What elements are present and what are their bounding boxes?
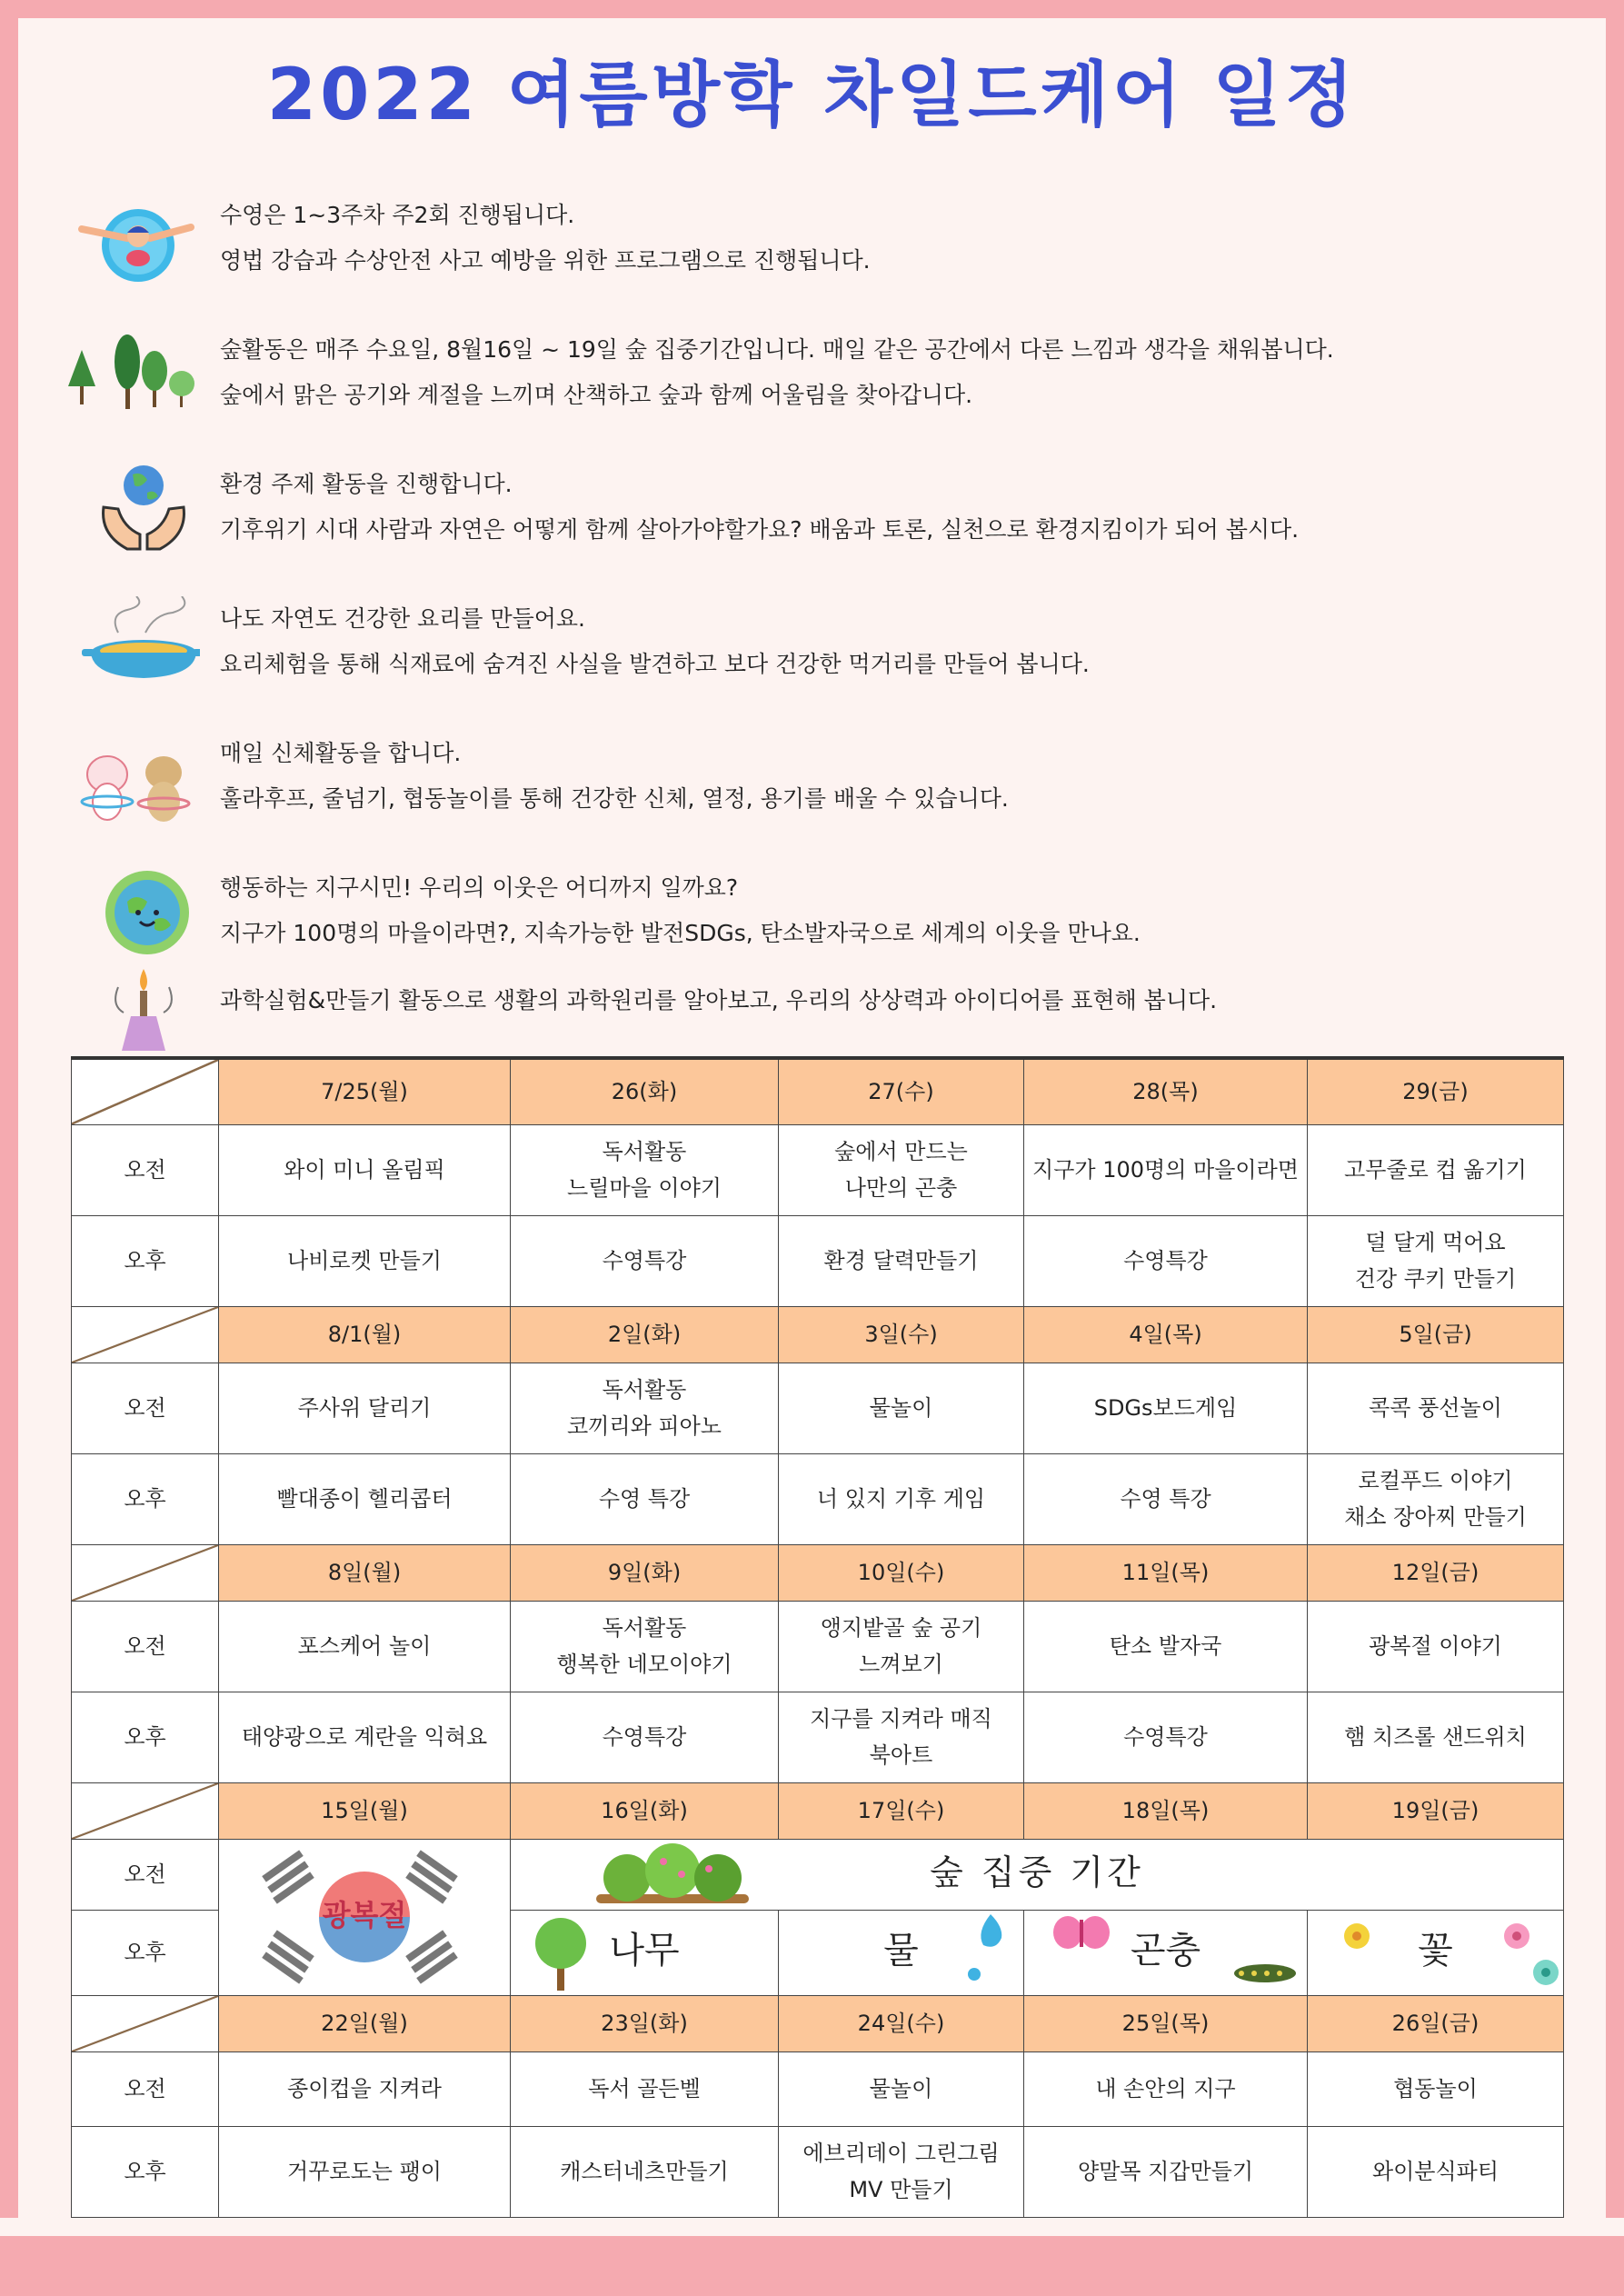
page-title: 2022 여름방학 차일드케어 일정	[266, 55, 1358, 136]
swimmer-icon	[64, 193, 200, 293]
holiday-label: 광복절	[322, 1898, 407, 1932]
day-header: 29(금)	[1308, 1058, 1564, 1124]
activity-line: 수영특강	[602, 1724, 687, 1750]
intro-environment	[64, 462, 1518, 549]
activity-line: 와이 미니 올림픽	[284, 1157, 445, 1183]
pm-label: 오후	[72, 1453, 219, 1544]
activity-line: 덜 달게 먹어요	[1365, 1230, 1506, 1255]
activity-line: 느껴보기	[859, 1652, 943, 1677]
activity-line: 주사위 달리기	[297, 1395, 432, 1421]
am-label: 오전	[72, 1839, 219, 1910]
activity-cell	[219, 1601, 511, 1692]
day-header: 9일(화)	[511, 1544, 779, 1601]
activity-cell	[1308, 1363, 1564, 1453]
intro-science	[64, 978, 1518, 1065]
water-drop-icon	[960, 1911, 1014, 1989]
am-label: 오전	[72, 1124, 219, 1215]
theme-cell-insect	[1024, 1910, 1308, 1995]
activity-cell	[779, 1363, 1024, 1453]
corner-cell	[72, 1058, 219, 1124]
activity-cell	[779, 1453, 1024, 1544]
am-label: 오전	[72, 1363, 219, 1453]
intro-physical	[64, 731, 1518, 818]
cooking-pot-icon	[64, 596, 200, 696]
day-header: 17일(수)	[779, 1782, 1024, 1839]
pm-label: 오후	[72, 1692, 219, 1782]
wavy-border	[0, 2218, 1624, 2296]
activity-cell	[511, 1124, 779, 1215]
pm-row	[72, 1453, 1564, 1544]
day-header: 26일(금)	[1308, 1995, 1564, 2051]
activity-line: 광복절 이야기	[1369, 1633, 1502, 1659]
bushes-icon	[591, 1843, 754, 1909]
activity-cell	[779, 2126, 1024, 2217]
activity-line: 물놀이	[869, 1395, 933, 1421]
activity-cell	[219, 1692, 511, 1782]
activity-line: 고무줄로 컵 옮기기	[1344, 1157, 1527, 1183]
trees-icon	[64, 327, 200, 427]
activity-cell	[219, 1124, 511, 1215]
activity-line: 에브리데이 그린그림	[802, 2141, 1000, 2166]
activity-cell	[511, 1453, 779, 1544]
theme-cell-flower	[1308, 1910, 1564, 1995]
intro-global-citizen	[64, 865, 1518, 953]
am-row	[72, 1839, 1564, 1910]
week-header-row	[72, 1544, 1564, 1601]
day-header: 28(목)	[1024, 1058, 1308, 1124]
activity-cell	[511, 1363, 779, 1453]
day-header: 24일(수)	[779, 1995, 1024, 2051]
activity-cell	[1024, 1363, 1308, 1453]
activity-line: 너 있지 기후 게임	[816, 1486, 986, 1512]
activity-line: 행복한 네모이야기	[556, 1652, 732, 1677]
activity-line: 햄 치즈롤 샌드위치	[1344, 1724, 1527, 1750]
activity-cell	[511, 1692, 779, 1782]
activity-cell: 거꾸로도는 팽이	[219, 2126, 511, 2217]
intro-line: 영법 강습과 수상안전 사고 예방을 위한 프로그램으로 진행됩니다.	[220, 247, 871, 274]
day-header: 8/1(월)	[219, 1306, 511, 1363]
activity-line: 수영 특강	[1120, 1486, 1211, 1512]
intro-line: 과학실험&만들기 활동으로 생활의 과학원리를 알아보고, 우리의 상상력과 아이디어를 표현해 봅니다.	[220, 987, 1218, 1013]
activity-cell	[511, 1601, 779, 1692]
activity-line: 태양광으로 계란을 익혀요	[241, 1724, 488, 1750]
pm-row	[72, 1692, 1564, 1782]
day-header: 3일(수)	[779, 1306, 1024, 1363]
activity-cell	[1024, 1215, 1308, 1306]
day-header: 22일(월)	[219, 1995, 511, 2051]
activity-line: 숲에서 만드는	[834, 1139, 968, 1164]
day-header: 7/25(월)	[219, 1058, 511, 1124]
theme-label: 곤충	[1130, 1929, 1201, 1972]
activity-line: 환경 달력만들기	[823, 1248, 979, 1273]
activity-line: 독서활동	[602, 1377, 687, 1403]
activity-line: 탄소 발자국	[1109, 1633, 1222, 1659]
day-header: 18일(목)	[1024, 1782, 1308, 1839]
activity-cell	[1308, 1692, 1564, 1782]
theme-label: 꽃	[1418, 1929, 1453, 1972]
activity-line: 북아트	[869, 1742, 933, 1768]
science-flask-icon	[64, 960, 200, 1060]
activity-line: 수영 특강	[598, 1486, 691, 1512]
activity-cell: 내 손안의 지구	[1024, 2051, 1308, 2126]
activity-line: 지구를 지켜라 매직	[810, 1706, 992, 1732]
activity-line: 포스케어 놀이	[297, 1633, 432, 1659]
day-header: 15일(월)	[219, 1782, 511, 1839]
activity-cell	[779, 1692, 1024, 1782]
activity-cell	[779, 1601, 1024, 1692]
activity-cell	[1308, 1124, 1564, 1215]
day-header: 10일(수)	[779, 1544, 1024, 1601]
intro-line: 수영은 1~3주차 주2회 진행됩니다.	[220, 202, 575, 228]
activity-line: 느릴마을 이야기	[567, 1175, 722, 1201]
activity-cell	[1308, 1215, 1564, 1306]
activity-line: 나비로켓 만들기	[287, 1248, 442, 1273]
activity-cell	[219, 1363, 511, 1453]
activity-cell	[1024, 1124, 1308, 1215]
day-header: 26(화)	[511, 1058, 779, 1124]
activity-line: 콕콕 풍선놀이	[1369, 1395, 1502, 1421]
day-header: 23일(화)	[511, 1995, 779, 2051]
pm-label: 오후	[72, 1215, 219, 1306]
activity-cell	[779, 1124, 1024, 1215]
activity-line: 나만의 곤충	[844, 1175, 958, 1201]
activity-line: MV 만들기	[849, 2177, 953, 2202]
theme-label: 나무	[609, 1929, 680, 1972]
activity-cell	[1308, 1601, 1564, 1692]
day-header: 5일(금)	[1308, 1306, 1564, 1363]
liberation-day-cell	[219, 1839, 511, 1995]
activity-cell	[219, 1215, 511, 1306]
activity-line: 독서활동	[602, 1615, 687, 1641]
intro-line: 행동하는 지구시민! 우리의 이웃은 어디까지 일까요?	[220, 874, 739, 901]
corner-cell	[72, 1306, 219, 1363]
am-row	[72, 2051, 1564, 2126]
am-row	[72, 1124, 1564, 1215]
activity-line: 수영특강	[602, 1248, 687, 1273]
intro-line: 숲활동은 매주 수요일, 8월16일 ~ 19일 숲 집중기간입니다. 매일 같은 공간에서 다른 느낌과 생각을 채워봅니다.	[220, 336, 1334, 363]
activity-line: 건강 쿠키 만들기	[1354, 1266, 1517, 1292]
intro-cooking	[64, 596, 1518, 684]
hula-hoop-animals-icon	[64, 731, 200, 831]
activity-cell: 협동놀이	[1308, 2051, 1564, 2126]
theme-cell-tree	[511, 1910, 779, 1995]
activity-line: 수영특강	[1123, 1724, 1208, 1750]
intro-line: 매일 신체활동을 합니다.	[220, 740, 462, 766]
week-header-row	[72, 1782, 1564, 1839]
intro-swimming	[64, 193, 1518, 280]
activity-cell: 독서 골든벨	[511, 2051, 779, 2126]
activity-cell: 종이컵을 지켜라	[219, 2051, 511, 2126]
day-header: 27(수)	[779, 1058, 1024, 1124]
activity-line: 로컬푸드 이야기	[1358, 1468, 1513, 1493]
activity-line: 빨대종이 헬리콥터	[276, 1486, 453, 1512]
intro-line: 나도 자연도 건강한 요리를 만들어요.	[220, 605, 585, 632]
activity-cell	[219, 1453, 511, 1544]
forest-period-label: 숲 집중 기간	[930, 1852, 1144, 1892]
intro-line: 환경 주제 활동을 진행합니다.	[220, 471, 513, 497]
activity-cell: 와이분식파티	[1308, 2126, 1564, 2217]
intro-line: 숲에서 맑은 공기와 계절을 느끼며 산책하고 숲과 함께 어울림을 찾아갑니다.	[220, 382, 973, 408]
pm-row	[72, 1215, 1564, 1306]
activity-cell	[779, 1215, 1024, 1306]
day-header: 19일(금)	[1308, 1782, 1564, 1839]
week-header-row	[72, 1995, 1564, 2051]
am-row	[72, 1601, 1564, 1692]
activity-line: SDGs보드게임	[1093, 1395, 1238, 1421]
theme-cell-water	[779, 1910, 1024, 1995]
theme-label: 물	[883, 1929, 919, 1972]
corner-cell	[72, 1782, 219, 1839]
corner-cell	[72, 1995, 219, 2051]
intro-line: 지구가 100명의 마을이라면?, 지속가능한 발전SDGs, 탄소발자국으로 세계의 이웃을 만나요.	[220, 920, 1141, 946]
activity-line: 독서활동	[602, 1139, 687, 1164]
activity-cell	[1024, 1453, 1308, 1544]
week-header-row	[72, 1306, 1564, 1363]
intro-forest	[64, 327, 1518, 414]
pm-label: 오후	[72, 1910, 219, 1995]
am-label: 오전	[72, 1601, 219, 1692]
globe-icon	[64, 865, 200, 965]
intro-line: 훌라후프, 줄넘기, 협동놀이를 통해 건강한 신체, 열정, 용기를 배울 수 있습니다.	[220, 785, 1009, 812]
pm-label: 오후	[72, 2126, 219, 2217]
day-header: 16일(화)	[511, 1782, 779, 1839]
tree-icon	[529, 1914, 593, 1992]
week-header-row	[72, 1058, 1564, 1124]
corner-cell	[72, 1544, 219, 1601]
activity-cell: 캐스터네츠만들기	[511, 2126, 779, 2217]
day-header: 8일(월)	[219, 1544, 511, 1601]
day-header: 2일(화)	[511, 1306, 779, 1363]
activity-line: 채소 장아찌 만들기	[1344, 1504, 1527, 1530]
am-row	[72, 1363, 1564, 1453]
activity-line: 지구가 100명의 마을이라면	[1032, 1157, 1299, 1183]
activity-cell: 양말목 지갑만들기	[1024, 2126, 1308, 2217]
forest-period-cell	[511, 1839, 1564, 1910]
intro-line: 기후위기 시대 사람과 자연은 어떻게 함께 살아가야할가요? 배움과 토론, 실천으로 환경지킴이가 되어 봅시다.	[220, 516, 1300, 543]
activity-cell	[511, 1215, 779, 1306]
activity-line: 코끼리와 피아노	[567, 1413, 722, 1439]
activity-cell	[1024, 1601, 1308, 1692]
activity-cell	[1308, 1453, 1564, 1544]
day-header: 4일(목)	[1024, 1306, 1308, 1363]
schedule-table	[71, 1056, 1564, 2218]
caterpillar-icon	[1229, 1944, 1301, 1990]
day-header: 25일(목)	[1024, 1995, 1308, 2051]
intro-line: 요리체험을 통해 식재료에 숨겨진 사실을 발견하고 보다 건강한 먹거리를 만들어 봅니다.	[220, 651, 1090, 677]
butterfly-icon	[1050, 1911, 1113, 1965]
day-header: 11일(목)	[1024, 1544, 1308, 1601]
day-header: 12일(금)	[1308, 1544, 1564, 1601]
activity-line: 앵지밭골 숲 공기	[820, 1615, 982, 1641]
pm-row	[72, 2126, 1564, 2217]
activity-cell: 물놀이	[779, 2051, 1024, 2126]
am-label: 오전	[72, 2051, 219, 2126]
activity-line: 수영특강	[1123, 1248, 1208, 1273]
earth-hands-icon	[64, 462, 200, 562]
activity-cell	[1024, 1692, 1308, 1782]
